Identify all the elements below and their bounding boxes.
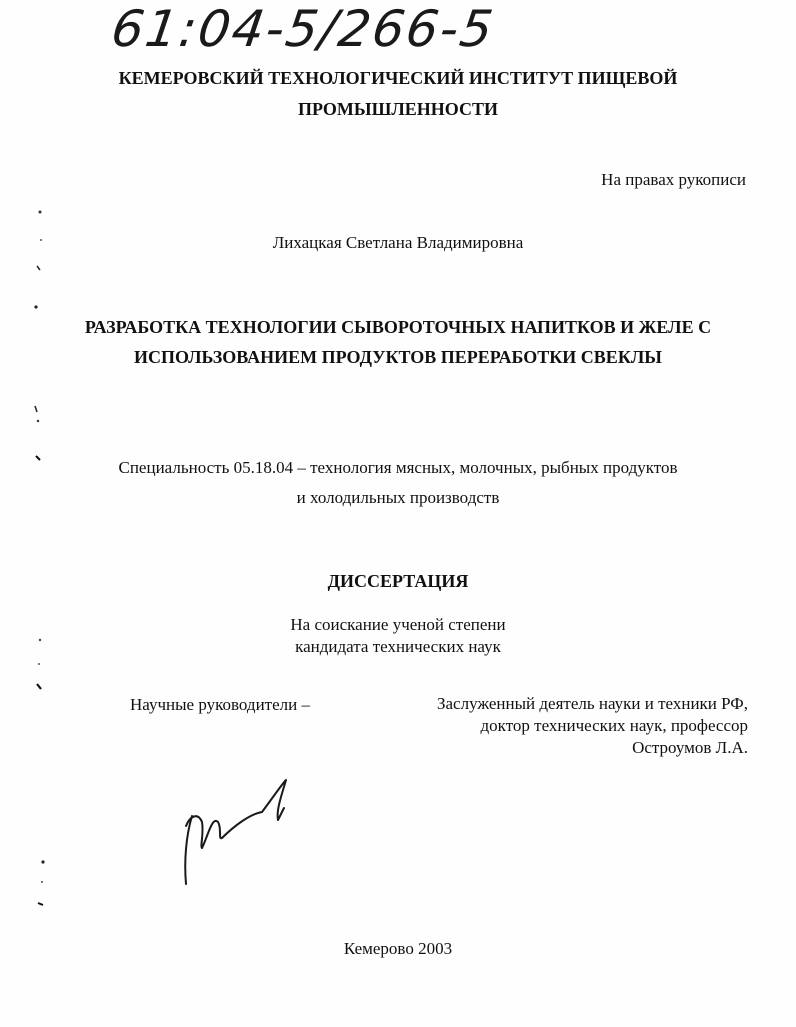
supervisor-details (437, 693, 748, 759)
supervisor-line-1: Заслуженный деятель науки и техники РФ, (436, 694, 748, 713)
supervisor-line-2: доктор технических наук, профессор (480, 716, 748, 735)
institution-line-2: ПРОМЫШЛЕННОСТИ (298, 99, 498, 119)
place-and-year: Кемерово 2003 (343, 939, 453, 958)
specialty-line-2: и холодильных производств (296, 488, 500, 507)
handwritten-archive-code: 61:04-5/266-5 (107, 0, 499, 58)
degree-line-2: кандидата технических наук (295, 637, 501, 656)
manuscript-note: На правах рукописи (601, 170, 746, 189)
degree-line-1: На соискание ученой степени (290, 615, 506, 634)
supervisor-line-3: Остроумов Л.А. (632, 738, 748, 757)
scan-artifacts (0, 0, 60, 1027)
specialty-line-1: Специальность 05.18.04 – технология мясных, молочных, рыбных продуктов (118, 458, 678, 477)
signature-image (178, 776, 298, 891)
institution-line-1: КЕМЕРОВСКИЙ ТЕХНОЛОГИЧЕСКИЙ ИНСТИТУТ ПИЩЕВОЙ (118, 68, 678, 88)
document-type: ДИССЕРТАЦИЯ (327, 571, 469, 591)
author-name: Лихацкая Светлана Владимировна (272, 233, 524, 252)
dissertation-title-line-1: РАЗРАБОТКА ТЕХНОЛОГИИ СЫВОРОТОЧНЫХ НАПИТКОВ И ЖЕЛЕ С (84, 317, 712, 337)
dissertation-title-line-2: ИСПОЛЬЗОВАНИЕМ ПРОДУКТОВ ПЕРЕРАБОТКИ СВЕКЛЫ (134, 347, 662, 367)
supervisors-label: Научные руководители – (130, 695, 310, 714)
